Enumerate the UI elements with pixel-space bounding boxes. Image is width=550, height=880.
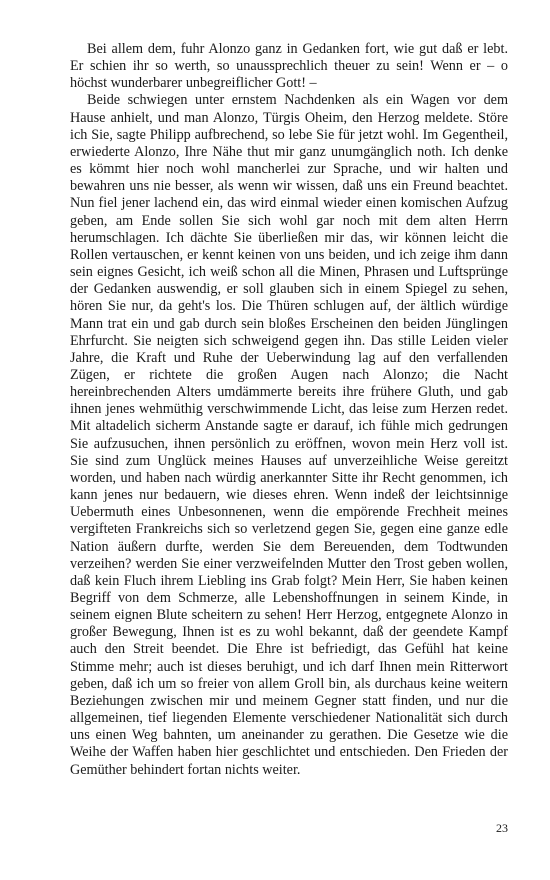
paragraph-2: Beide schwiegen unter ernstem Nachdenken als ein Wagen vor dem Hause anhielt, und man Alonzo, Türgis Oheim, den Herzog meldete. Störe ich Sie, sagte Philipp aufbrechend, so lebe Sie für jetzt wohl. Im Gegentheil, erwiederte Alonzo, Ihre Nähe thut mir ganz unumgänglich noth. Ich denke es kömmt hier noch wohl mancherlei zur Sprache, und wir halten und bewahren uns nie besser, als wenn wir wissen, daß uns ein Freund beachtet. Nun fiel jener lachend ein, das wird einmal wieder einen komischen Aufzug geben, am Ende sollen Sie sich wohl gar noch mit dem alten Herrn herumschlagen. Ich dächte Sie überließen mir das, wir können leicht die Rollen vertauschen, er kennt keinen von uns beiden, und ich zeige ihm dann sein eignes Gesicht, ich weiß schon all die Minen, Phrasen und Luftsprünge der Gedanken auswendig, er soll glauben sich in einem Spiegel zu sehen, hören Sie nur, da geht's los. Die Thüren schlugen auf, der ältlich würdige Mann trat ein und gab durch sein bloßes Erscheinen den beiden Jünglingen Ehrfurcht. Sie neigten sich schweigend gegen ihn. Das stille Leiden vieler Jahre, die Kraft und Ruhe der Ueberwindung lag auf den verfallenden Zügen, er richtete die großen Augen nach Alonzo; die Nacht hereinbrechenden Alters umdämmerte bereits ihre frühere Gluth, und gab ihnen jenes wehmüthig verschwimmende Licht, das leise zum Herzen redet. Mit altadelich sicherm Anstande sagte er darauf, ich fühle mich gedrungen Sie aufzusuchen, ihnen persönlich zu eröffnen, wovon mein Herz voll ist. Sie sind zum Unglück meines Hauses auf unverzeihliche Weise gereitzt worden, und haben nach würdig anerkannter Sitte ihr Recht genommen, ich kann jenes nur bedauern, wie dieses ehren. Wenn indeß der leichtsinnige Uebermuth eines Unbesonnenen, wenn die empörende Frechheit meines vergifteten Frankreichs sich so verletzend gegen Sie, gegen eine ganze edle Nation äußern durfte, werden Sie dem Bereuenden, dem Todtwunden verzeihen? werden Sie einer verzweifelnden Mutter den Trost geben wollen, daß kein Fluch ihrem Liebling ins Grab folgt? Mein Herr, Sie haben keinen Begriff von dem Schmerze, alle Lebenshoffnungen in seinem Kinde, in seinem eignen Blute scheitern zu sehen! Herr Herzog, entgegnete Alonzo in großer Bewegung, Ihnen ist es zu wohl bekannt, daß der geendete Kampf auch den Streit beendet. Die Ehre ist befriedigt, das Gefühl hat keine Stimme mehr; auch ist dieses beruhigt, und ich darf Ihnen mein Ritterwort geben, daß ich um so freier von allem Groll bin, als durchaus keine weitern Beziehungen zwischen mir und meinem Gegner statt finden, und nur die allgemeinen, tief liegenden Elemente verschiedener Nationalität sich durch uns einen Weg bahnten, um aneinander zu gerathen. Die Gesetze wie die Weihe der Waffen haben hier geschlichtet und entschieden. Den Frieden der Gemüther behindert fortan nichts weiter. <box>70 92 508 778</box>
page-number: 23 <box>496 821 508 835</box>
paragraph-1: Bei allem dem, fuhr Alonzo ganz in Gedanken fort, wie gut daß er lebt. Er schien ihr so werth, so unaussprechlich theuer zu sein! Wenn er – o höchst wunderbarer unbegreiflicher Gott! – <box>70 41 508 92</box>
body-text <box>70 41 508 779</box>
